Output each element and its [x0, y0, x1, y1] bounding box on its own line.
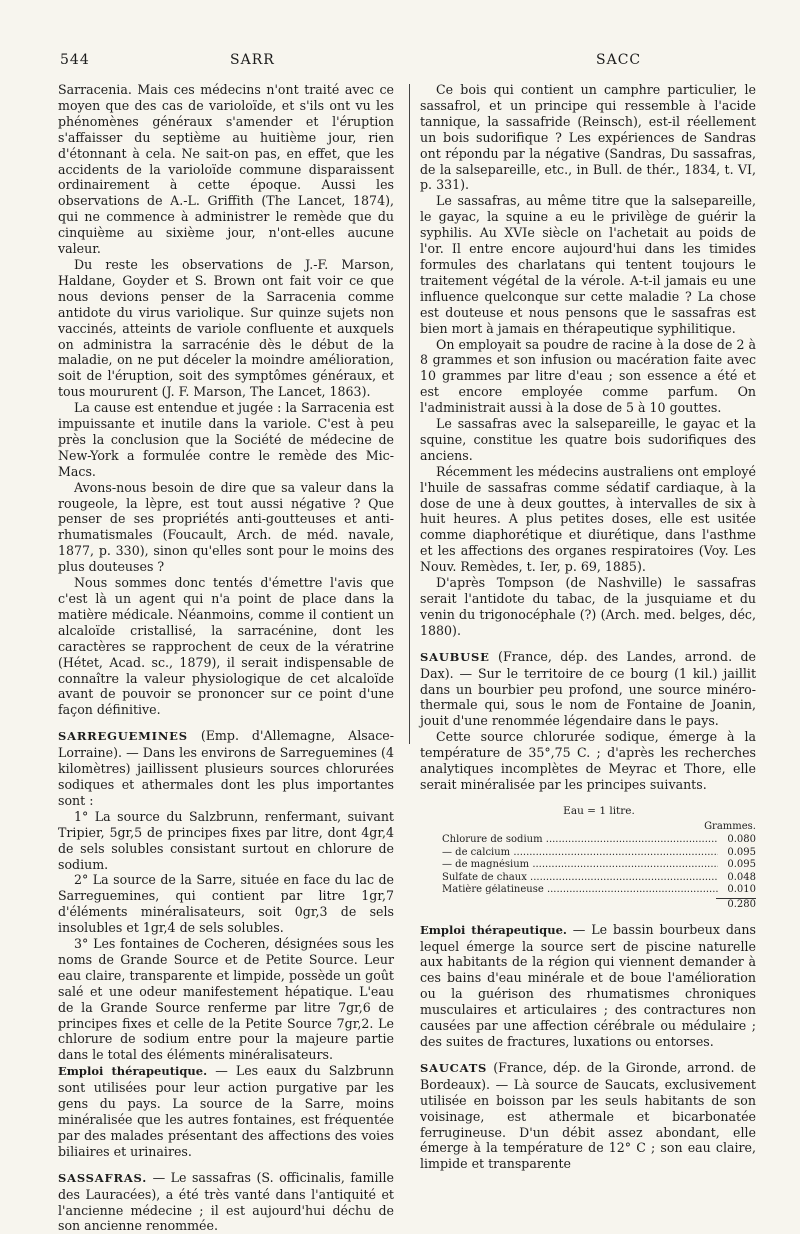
subheading-text: — Les eaux du Salzbrunn sont utilisées pour leur action purgative par les gens du pays. La source de la Sarre, moins minéralisée que les autres fontaines, est fréquentée par des malades présentant des affections des voies biliaires et urinaires. — [58, 1063, 394, 1159]
paragraph: Ce bois qui contient un camphre particulier, le sassafrol, et un principe qui ressemble à l'acide tannique, la sassafride (Reinsch), est-il réellement un bois sudorifique ? Les expériences de Sandras ont répondu par la négative (Sandras, Du sassafras, de la salsepareille, etc., in Bull. de thér., 1834, t. VI, p. 331). — [420, 82, 756, 193]
subheading-text: — Le bassin bourbeux dans lequel émerge la source sert de piscine naturelle aux habitants de la région qui viennent demander à ces bains d'eau minérale et de boue l'amélioration ou la guérison des rhumatismes chroniques musculaires et articulaires ; des contractures non causées par une affection cérébrale ou médulaire ; des suites de fractures, luxations ou entorses. — [420, 921, 756, 1049]
paragraph: Du reste les observations de J.-F. Marson, Haldane, Goyder et S. Brown ont fait voir ce que nous devions penser de la Sarracenia comme antidote du virus variolique. Sur quinze sujets non vaccinés, atteints de variole confluente et auxquels on administra la sarracénie dès le début de la maladie, on ne put déceler la moindre amélioration, soit de l'éruption, soit des symptômes généraux, et tous moururent (J. F. Marson, The Lancet, 1863). — [58, 256, 394, 400]
entry-text: — Le sassafras (S. officinalis, famille des Lauracées), a été très vanté dans l'antiquité et l'ancienne médecine ; il est aujourd'hui déchu de son ancienne renommée. — [58, 1169, 394, 1234]
table-caption: Eau = 1 litre. — [563, 804, 635, 817]
paragraph: La cause est entendue et jugée : la Sarracenia est impuissante et inutile dans la variole. C'est à peu près la conclusion que la Société de médecine de New-York a formulée contre le remède des Mic-Macs. — [58, 400, 394, 479]
paragraph: Le sassafras, au même titre que la salsepareille, le gayac, la squine a eu le privilège de guérir la syphilis. Au XVIe siècle on l'achetait au poids de l'or. Il entre encore aujourd'hui dans les timides formules des charlatans qui tentent toujours le traitement végétal de la vérole. A-t-il jamais eu une influence quelconque sur cette maladie ? La chose est douteuse et nous pensons que le sassafras est bien mort à jamais en thérapeutique syphilitique. — [420, 193, 756, 336]
paragraph: Nous sommes donc tentés d'émettre l'avis que c'est là un agent qui n'a point de place dans la matière médicale. Néanmoins, comme il contient un alcaloïde cristallisé, la sarracénine, dont les caractères se rapprochent de ceux de la vératrine (Hétet, Acad. sc., 1879), il serait indispensable de connaître la valeur physiologique de cet alcaloïde avant de pouvoir se prononcer sur ce point d'une façon définitive. — [58, 575, 394, 718]
running-title-left: SARR — [230, 52, 275, 68]
table-row — [442, 847, 756, 860]
table-row-value: 0.080 — [727, 834, 756, 846]
column-divider — [409, 84, 410, 744]
table-units: Grammes. — [704, 821, 756, 833]
entry-text: (France, dép. de la Gironde, arrond. de Bordeaux). — Là source de Saucats, exclusivement utilisée en boisson par les seuls habitants de son voisinage, est athermale et bicarbonatée ferrugineuse. D'un débit assez abondant, elle émerge à la température de 12° C ; son eau claire, limpide et transparente — [420, 1059, 756, 1172]
table-row-name: Chlorure de sodium ..... — [442, 834, 718, 847]
paragraph: Le sassafras avec la salsepareille, le gayac et la squine, constitue les quatre bois sudorifiques des anciens. — [420, 416, 756, 463]
paragraph: Sarracenia. Mais ces médecins n'ont traité avec ce moyen que des cas de varioloïde, et s'ils ont vu les phénomènes généraux s'amender et l'éruption s'affaisser du septième au huitième jour, rien d'étonnant à cela. Ne sait-on pas, en effet, que les accidents de la varioloïde commune disparaissent ordinairement à cette époque. Aussi les observations de A.-L. Griffith (The Lancet, 1874), qui ne commence à administrer le remède que du cinquième au sixième jour, n'ont-elles aucune valeur. — [58, 82, 394, 257]
left-column — [58, 82, 394, 1234]
table-row — [442, 859, 756, 872]
paragraph: Cette source chlorurée sodique, émerge à la température de 35°,75 C. ; d'après les recherches analytiques incomplètes de Meyrac et Thore, elle serait minéralisée par les principes suivants. — [420, 729, 756, 792]
table-row — [442, 834, 756, 847]
running-title-right: SACC — [596, 52, 642, 68]
subheading: Emploi thérapeutique. — [58, 1064, 208, 1079]
paragraph: 1° La source du Salzbrunn, renfermant, suivant Tripier, 5gr,5 de principes fixes par litre, dont 4gr,4 de sels solubles consistant surtout en chlorure de sodium. — [58, 808, 394, 872]
entry-headword: SAUBUSE — [420, 649, 490, 664]
subheading: Emploi thérapeutique. — [420, 922, 567, 937]
table-total: 0.280 — [727, 899, 756, 911]
paragraph: D'après Tompson (de Nashville) le sassafras serait l'antidote du tabac, de la jusquiame et du venin du trigonocéphale (?) (Arch. med. belges, déc, 1880). — [420, 575, 756, 638]
table-row-name: Matière gélatineuse ..... — [442, 884, 718, 897]
entry-sassafras — [58, 1170, 394, 1234]
table-row-name: Sulfate de chaux ..... — [442, 872, 718, 885]
entry-text: (Emp. d'Allemagne, Alsace-Lorraine). — Dans les environs de Sarreguemines (4 kilomètres) jaillissent plusieurs sources chlorurées sodiques et athermales dont les plus importantes sont : — [58, 728, 394, 808]
table-row-name: — de magnésium ..... — [442, 859, 718, 872]
table-row-value: 0.048 — [727, 871, 756, 883]
entry-headword: SASSAFRAS. — [58, 1170, 148, 1185]
paragraph: 3° Les fontaines de Cocheren, désignées sous les noms de Grande Source et de Petite Source. Leur eau claire, transparente et limpide, possède un goût salé et une odeur manifestement hépatique. L'eau de la Grande Source renferme par litre 7gr,6 de principes fixes et celle de la Petite Source 7gr,2. Le chlorure de sodium entre pour la majeure partie dans le total des éléments minéralisateurs. — [58, 936, 394, 1063]
page-number: 544 — [60, 52, 90, 68]
paragraph-emploi — [58, 1063, 394, 1159]
entry-text: (France, dép. des Landes, arrond. de Dax). — Sur le territoire de ce bourg (1 kil.) jaillit dans un bourbier peu profond, une source minéro-thermale qui, sous le nom de Fontaine de Joanin, jouit d'une renommée légendaire dans le pays. — [420, 648, 756, 729]
table-row — [442, 884, 756, 897]
mineral-analysis-table — [442, 805, 756, 912]
table-row-value: 0.010 — [727, 884, 756, 896]
table-row-name: — de calcium ..... — [442, 847, 718, 860]
paragraph: Récemment les médecins australiens ont employé l'huile de sassafras comme sédatif cardiaque, à la dose de une à deux gouttes, à intervalles de six à huit heures. A plus petites doses, elle est usitée comme diaphorétique et diurétique, dans l'asthme et les affections des organes respiratoires (Voy. Les Nouv. Remèdes, t. Ier, p. 69, 1885). — [420, 463, 756, 575]
paragraph-emploi — [420, 922, 756, 1050]
paragraph: 2° La source de la Sarre, située en face du lac de Sarreguemines, qui contient par litre 1gr,7 d'éléments minéralisateurs, soit 0gr,3 de sels insolubles et 1gr,4 de sels solubles. — [58, 872, 394, 936]
right-column — [420, 82, 756, 1204]
paragraph: On employait sa poudre de racine à la dose de 2 à 8 grammes et son infusion ou macération faite avec 10 grammes par litre d'eau ; son essence a été et est encore employée comme parfum. On l'administrait aussi à la dose de 5 à 10 gouttes. — [420, 336, 756, 416]
paragraph: Avons-nous besoin de dire que sa valeur dans la rougeole, la lèpre, est tout aussi négative ? Que penser de ses propriétés anti-goutteuses et anti-rhumatismales (Foucault, Arch. de méd. navale, 1877, p. 330), sinon qu'elles sont pour le moins des plus douteuses ? — [58, 479, 394, 575]
table-row-value: 0.095 — [727, 846, 756, 858]
table-row — [442, 872, 756, 885]
entry-headword: SAUCATS — [420, 1060, 488, 1075]
running-header — [0, 52, 800, 78]
entry-headword: SARREGUEMINES — [58, 729, 188, 744]
entry-sarreguemines — [58, 728, 394, 809]
table-row-value: 0.095 — [727, 859, 756, 871]
entry-saubuse — [420, 649, 756, 730]
entry-saucats — [420, 1060, 756, 1172]
